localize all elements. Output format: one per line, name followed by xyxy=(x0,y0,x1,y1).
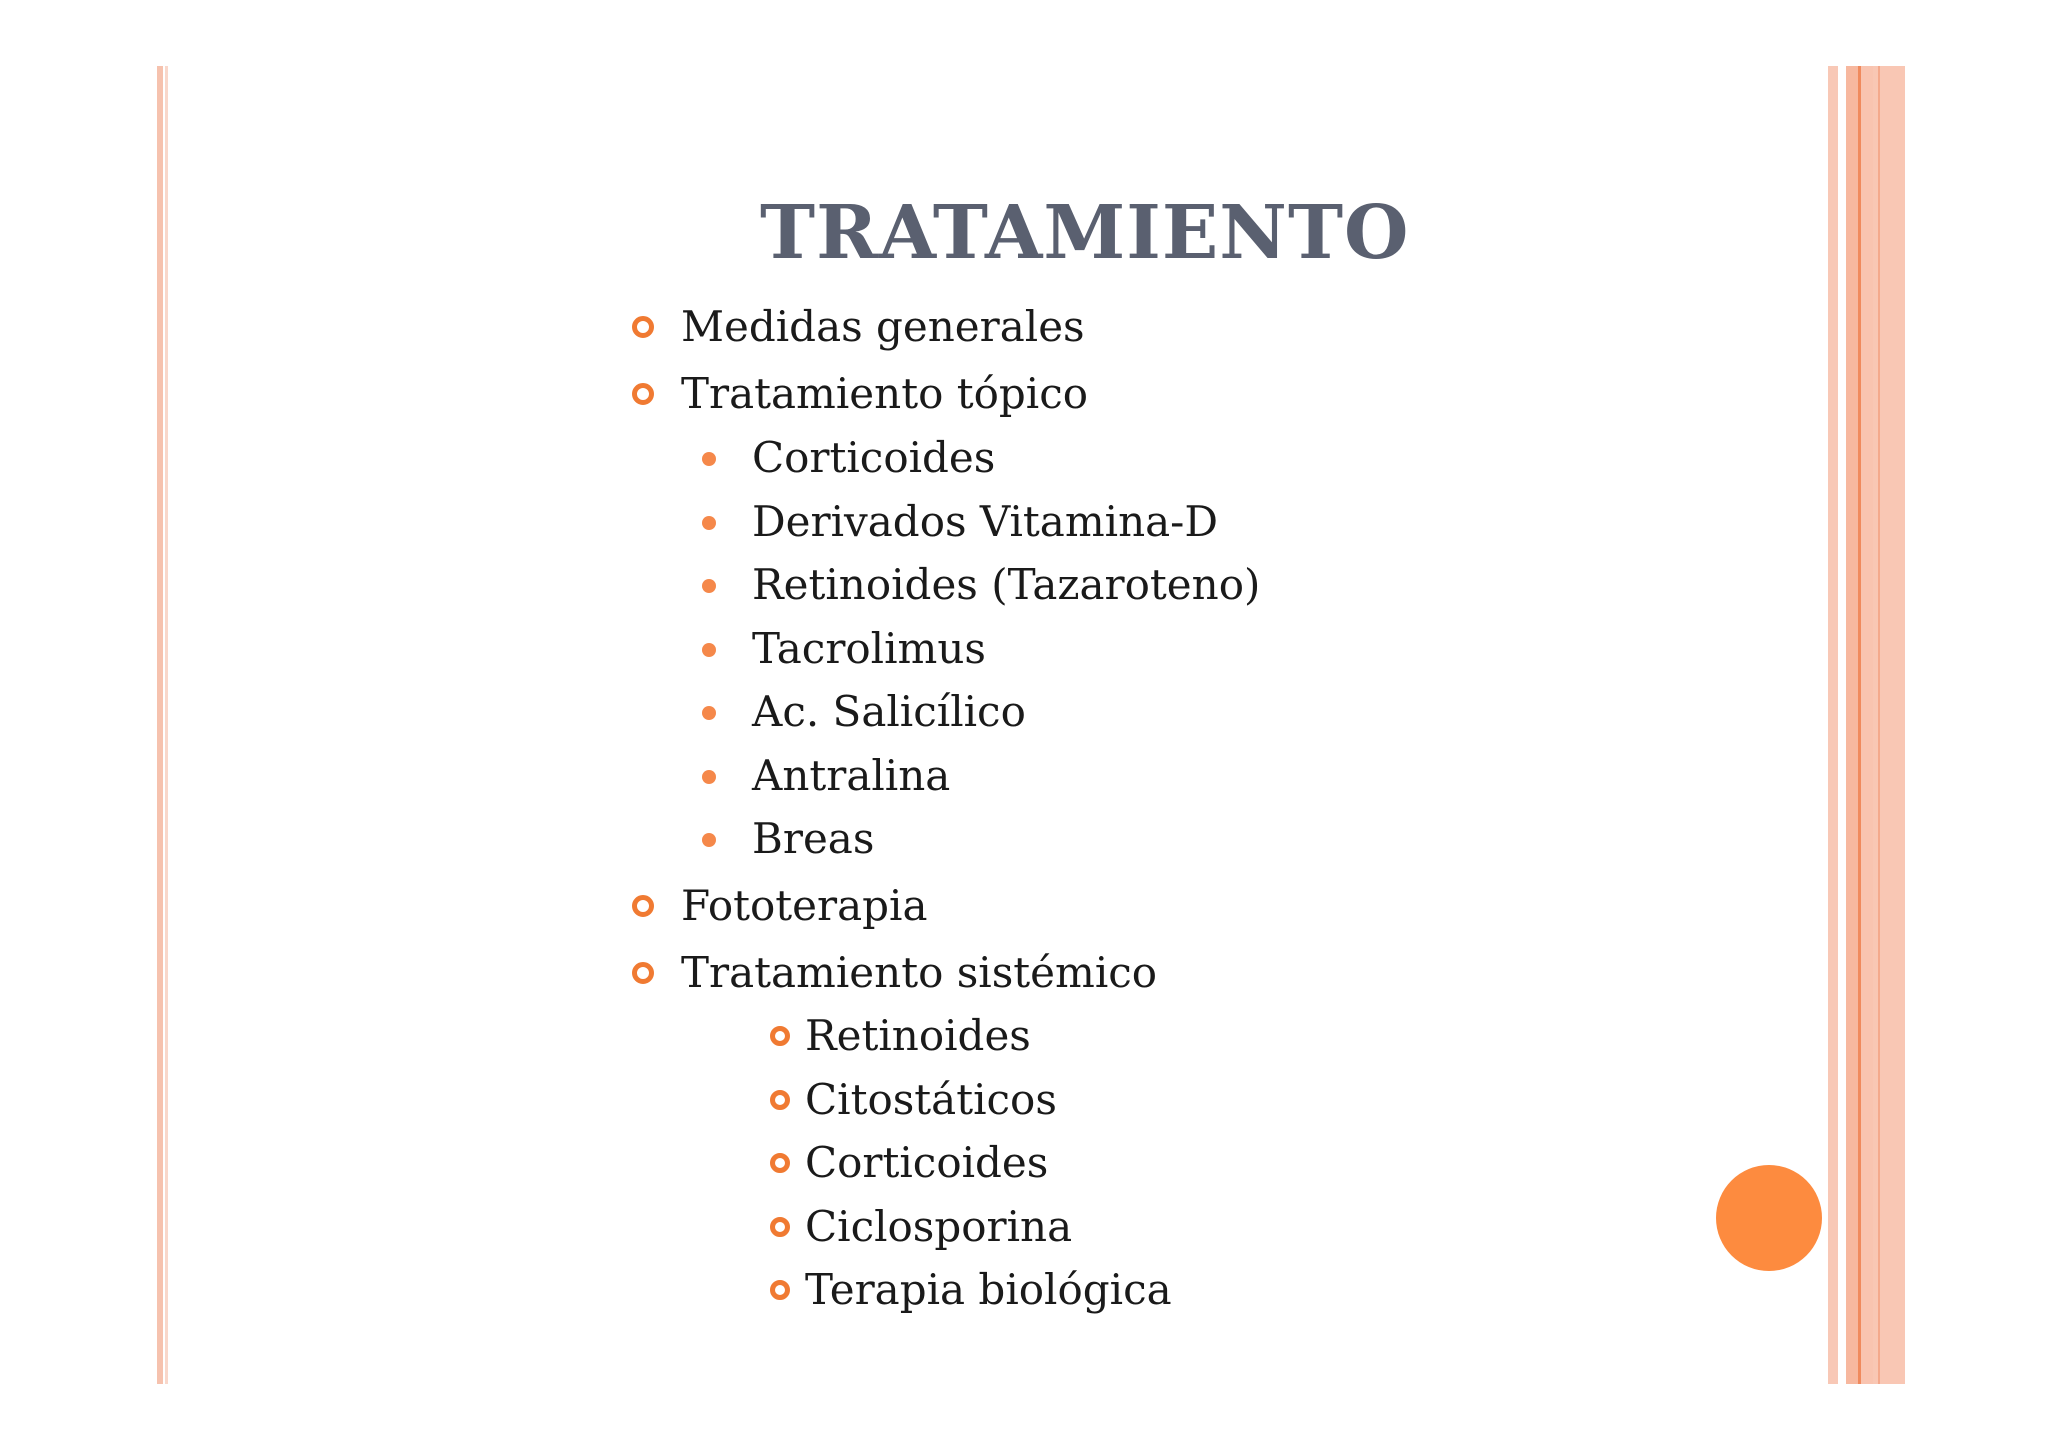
dot-bullet-icon xyxy=(702,579,716,593)
ring-bullet-icon xyxy=(770,1090,790,1110)
list-item: Corticoides xyxy=(752,433,996,482)
ring-bullet-icon xyxy=(770,1153,790,1173)
ring-bullet-icon xyxy=(770,1026,790,1046)
list-item: Breas xyxy=(752,814,875,863)
left-border-stripe-thin xyxy=(165,66,168,1384)
list-item: Tratamiento sistémico xyxy=(681,948,1158,997)
decorative-orange-circle xyxy=(1716,1165,1822,1271)
ring-bullet-icon xyxy=(632,895,654,917)
list-item: Ciclosporina xyxy=(805,1202,1073,1251)
list-item: Medidas generales xyxy=(681,302,1085,351)
ring-bullet-icon xyxy=(770,1280,790,1300)
list-item: Antralina xyxy=(752,751,951,800)
ring-bullet-icon xyxy=(632,383,654,405)
ring-bullet-icon xyxy=(770,1217,790,1237)
ring-bullet-icon xyxy=(632,316,654,338)
dot-bullet-icon xyxy=(702,516,716,530)
dot-bullet-icon xyxy=(702,770,716,784)
ring-bullet-icon xyxy=(632,962,654,984)
dot-bullet-icon xyxy=(702,833,716,847)
right-border-stripe-line xyxy=(1878,66,1880,1384)
list-item: Retinoides (Tazaroteno) xyxy=(752,560,1261,609)
right-border-stripe xyxy=(1828,66,1838,1384)
dot-bullet-icon xyxy=(702,706,716,720)
list-item: Retinoides xyxy=(805,1011,1031,1060)
list-item: Citostáticos xyxy=(805,1075,1057,1124)
left-border-stripe xyxy=(157,66,163,1384)
list-item: Ac. Salicílico xyxy=(752,687,1026,736)
list-item: Fototerapia xyxy=(681,881,928,930)
list-item: Derivados Vitamina-D xyxy=(752,497,1219,546)
dot-bullet-icon xyxy=(702,643,716,657)
list-item: Tacrolimus xyxy=(752,624,986,673)
right-border-stripe xyxy=(1861,66,1873,1384)
list-item: Tratamiento tópico xyxy=(681,369,1089,418)
right-border-stripe xyxy=(1846,66,1858,1384)
dot-bullet-icon xyxy=(702,452,716,466)
list-item: Terapia biológica xyxy=(805,1265,1172,1314)
list-item: Corticoides xyxy=(805,1138,1049,1187)
slide-title: TRATAMIENTO xyxy=(760,190,1410,276)
